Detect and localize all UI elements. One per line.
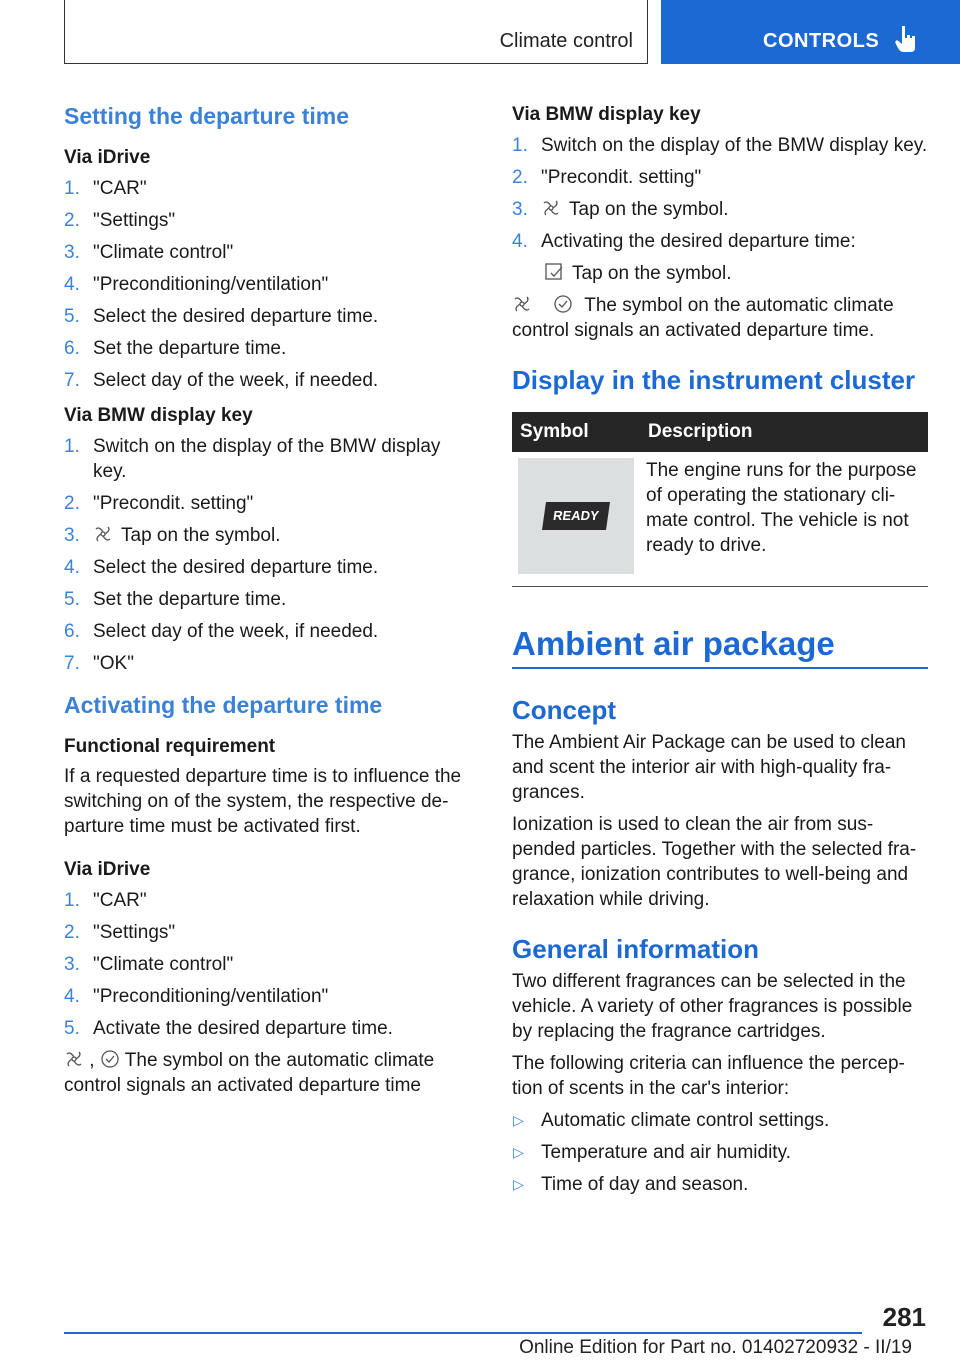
concept-paragraph-1: The Ambient Air Package can be used to clean and scent the interior air with high-quality fra‐grances. bbox=[512, 732, 906, 803]
list-item: 1. "CAR" bbox=[64, 890, 147, 911]
table-header-description: Description bbox=[640, 412, 928, 452]
via-key-heading-2: Via BMW display key bbox=[512, 104, 701, 125]
symbol-separator: , bbox=[89, 1050, 95, 1071]
clock-icon bbox=[100, 1049, 120, 1069]
list-item: 2. "Settings" bbox=[64, 922, 176, 943]
bullet-triangle-icon: ▷ bbox=[513, 1176, 524, 1192]
symbol-note-right: The symbol on the automatic climate control signals an activated departure time. bbox=[512, 295, 894, 341]
functional-requirement-heading: Functional requirement bbox=[64, 736, 276, 757]
list-item: 5. Set the departure time. bbox=[64, 589, 287, 610]
symbol-note-left: , The symbol on the automatic climate control signals an activated departure time bbox=[64, 1050, 435, 1096]
footer-edition: Online Edition for Part no. 01402720932 - II/19 bbox=[519, 1337, 912, 1358]
header-section-box bbox=[64, 0, 648, 64]
table-header-symbol: Symbol bbox=[512, 412, 640, 452]
general-paragraph-2: The following criteria can influence the percep‐tion of scents in the car's interior: bbox=[512, 1053, 905, 1099]
header-controls-label: CONTROLS bbox=[763, 30, 880, 52]
bullet-triangle-icon: ▷ bbox=[513, 1112, 524, 1128]
via-key-heading: Via BMW display key bbox=[64, 405, 253, 426]
right-column bbox=[512, 104, 928, 1204]
criteria-list bbox=[512, 1108, 928, 1197]
list-item: ▷ Temperature and air humidity. bbox=[513, 1142, 791, 1163]
list-item: 4. Activating the desired departure time: Tap on the symbol. bbox=[512, 229, 928, 286]
ventilation-fan-icon bbox=[93, 524, 113, 544]
title-underline bbox=[512, 667, 928, 669]
list-item: 2. "Precondit. setting" bbox=[64, 493, 254, 514]
instrument-cluster-title: Display in the instrument cluster bbox=[512, 365, 916, 395]
general-paragraph-1: Two different fragrances can be selected in the vehicle. A variety of other fragrances is possible by replacing the fragrance cartridges. bbox=[512, 971, 913, 1042]
sub-step: Tap on the symbol. bbox=[541, 261, 928, 286]
pointing-hand-icon bbox=[893, 24, 919, 54]
checkbox-check-icon bbox=[544, 262, 564, 282]
list-item: ▷ Automatic climate control settings. bbox=[513, 1110, 830, 1131]
list-item: 5. Select the desired departure time. bbox=[64, 306, 379, 327]
table-row bbox=[512, 452, 928, 584]
ready-symbol-cell bbox=[518, 458, 634, 574]
header-controls-tab[interactable] bbox=[661, 0, 960, 64]
ready-badge: READY bbox=[542, 502, 610, 530]
via-idrive-steps bbox=[64, 176, 469, 393]
list-item: 4. Select the desired departure time. bbox=[64, 557, 379, 578]
page-number: 281 bbox=[882, 1302, 926, 1332]
left-column bbox=[64, 100, 469, 1098]
list-item: 5. Activate the desired departure time. bbox=[64, 1018, 393, 1039]
list-item: 6. Set the departure time. bbox=[64, 338, 287, 359]
list-item: 2. "Precondit. setting" bbox=[512, 167, 702, 188]
list-item: 6. Select day of the week, if needed. bbox=[64, 621, 379, 642]
bullet-triangle-icon: ▷ bbox=[513, 1144, 524, 1160]
list-item: 1. "CAR" bbox=[64, 178, 147, 199]
divider bbox=[512, 586, 928, 587]
list-item: 7. Select day of the week, if needed. bbox=[64, 370, 379, 391]
via-key-steps bbox=[64, 434, 469, 676]
ready-description: The engine runs for the purpose of operating the stationary cli‐mate control. The vehicle is not ready to drive. bbox=[646, 460, 917, 556]
list-item: 3. Tap on the symbol. bbox=[64, 525, 281, 546]
list-item: ▷ Time of day and season. bbox=[513, 1174, 749, 1195]
via-idrive-steps-2 bbox=[64, 888, 469, 1041]
concept-paragraph-2: Ionization is used to clean the air from sus‐pended particles. Together with the selected fra‐grance, ionization contributes to well-being and relaxation while driving. bbox=[512, 814, 917, 910]
via-idrive-heading: Via iDrive bbox=[64, 147, 151, 168]
list-item: 4. "Preconditioning/ventilation" bbox=[64, 986, 329, 1007]
clock-icon bbox=[553, 294, 573, 314]
list-item: 4. "Preconditioning/ventilation" bbox=[64, 274, 329, 295]
list-item: 3. "Climate control" bbox=[64, 242, 234, 263]
setting-departure-title: Setting the departure time bbox=[64, 103, 349, 129]
footer-rule bbox=[64, 1332, 862, 1334]
via-idrive-heading-2: Via iDrive bbox=[64, 859, 151, 880]
functional-requirement-text: If a requested departure time is to influence the switching on of the system, the respective de‐parture time must be activated first. bbox=[64, 766, 462, 837]
list-item: 1. Switch on the display of the BMW display key. bbox=[512, 135, 928, 156]
fan-icon bbox=[512, 294, 532, 314]
fan-icon bbox=[64, 1049, 84, 1069]
activating-departure-title: Activating the departure time bbox=[64, 692, 383, 718]
concept-title: Concept bbox=[512, 695, 616, 725]
list-item: 1. Switch on the display of the BMW display key. bbox=[64, 436, 441, 482]
header-section-title: Climate control bbox=[499, 30, 633, 52]
ambient-air-title: Ambient air package bbox=[512, 625, 835, 662]
list-item: 3. Tap on the symbol. bbox=[512, 199, 729, 220]
general-info-title: General information bbox=[512, 934, 760, 964]
via-key-steps-2 bbox=[512, 133, 928, 286]
list-item: 2. "Settings" bbox=[64, 210, 176, 231]
list-item: 7. "OK" bbox=[64, 653, 134, 674]
list-item: 3. "Climate control" bbox=[64, 954, 234, 975]
ventilation-fan-icon bbox=[541, 198, 561, 218]
symbol-table bbox=[512, 412, 928, 584]
